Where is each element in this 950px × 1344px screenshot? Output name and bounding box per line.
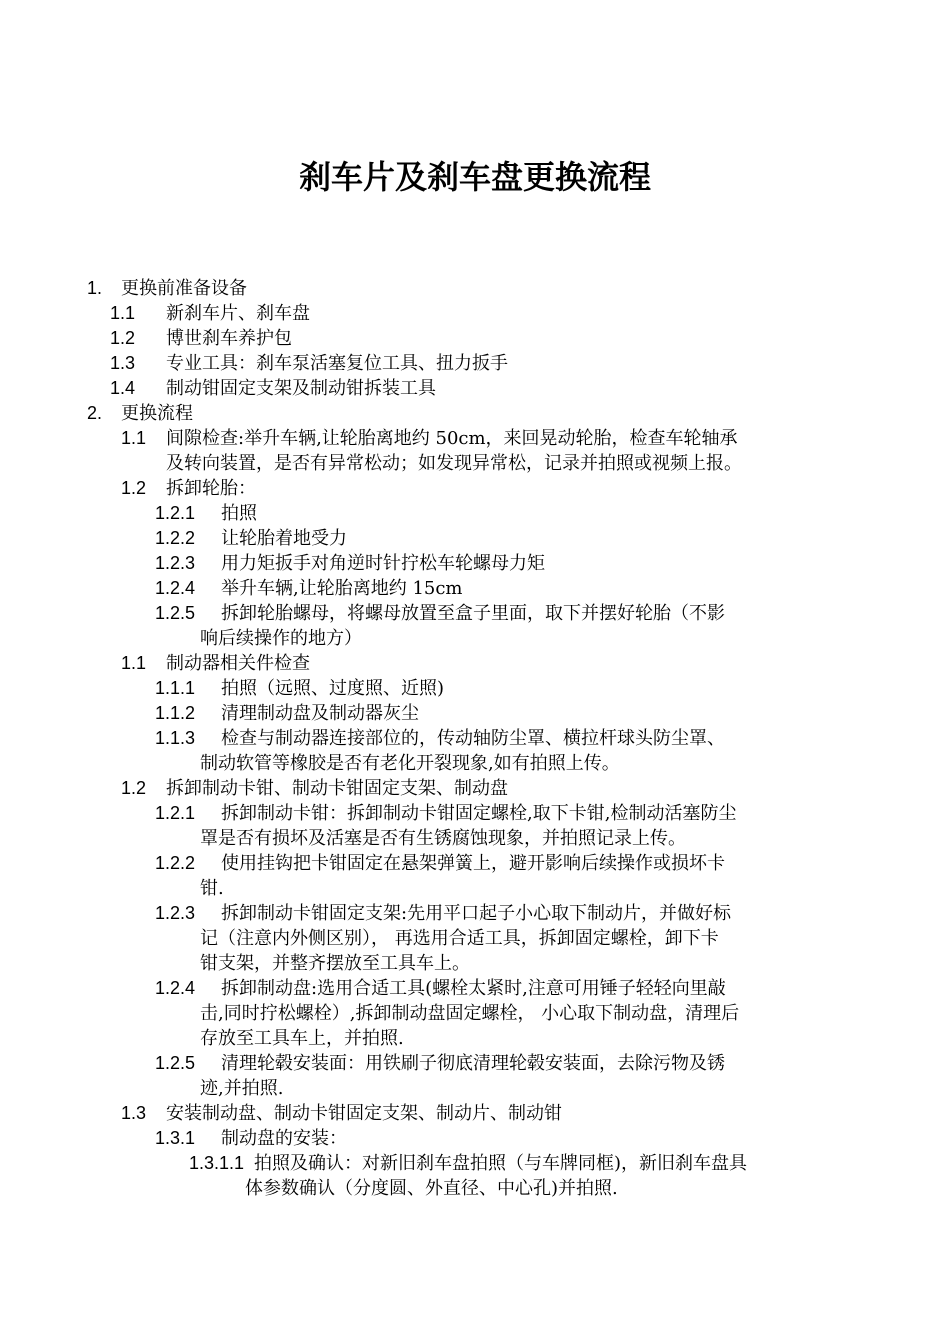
list-item [0,976,950,1051]
item-number: 1.2.1 [155,503,196,523]
list-item [0,301,950,326]
item-number: 1.1 [110,303,136,323]
item-text: 拍照（远照、过度照、近照) [221,678,445,699]
item-number: 1.2.2 [155,853,196,873]
item-number: 1.2.3 [155,553,196,573]
item-text: 拆卸轮胎螺母，将螺母放置至盒子里面，取下并摆好轮胎（不影 [221,603,725,624]
item-number: 1. [87,278,103,298]
list-item [0,651,950,676]
item-number: 1.2.2 [155,528,196,548]
list-item [0,1151,950,1201]
item-number: 2. [87,403,103,423]
list-item [0,551,950,576]
list-item [0,326,950,351]
item-text: 拍照及确认：对新旧刹车盘拍照（与车牌同框)，新旧刹车盘具 [254,1153,748,1174]
list-item [0,801,950,851]
item-text: 拆卸制动盘:选用合适工具(螺栓太紧时,注意可用锤子轻轻向里敲 [221,978,726,999]
item-text: 间隙检查:举升车辆,让轮胎离地约 50cm，来回晃动轮胎，检查车轮轴承 [166,428,738,449]
list-item [0,601,950,651]
list-item [0,476,950,501]
item-number: 1.2 [110,328,136,348]
item-text: 拆卸轮胎： [166,478,256,499]
item-text-continued: 响后续操作的地方） [200,628,362,649]
list-item [0,676,950,701]
list-item [0,1051,950,1101]
item-text-continued: 及转向装置，是否有异常松动；如发现异常松，记录并拍照或视频上报。 [166,453,742,474]
list-item [0,276,950,301]
item-number: 1.2.4 [155,978,196,998]
item-text: 制动盘的安装： [221,1128,347,1149]
item-text-continued: 迹,并拍照. [200,1078,284,1099]
item-number: 1.1.2 [155,703,196,723]
list-item [0,576,950,601]
list-item [0,351,950,376]
item-number: 1.2.4 [155,578,196,598]
list-item [0,701,950,726]
item-text: 拆卸制动卡钳：拆卸制动卡钳固定螺栓,取下卡钳,检制动活塞防尘 [221,803,737,824]
item-number: 1.3.1.1 [189,1153,245,1173]
list-item [0,1126,950,1151]
item-number: 1.1 [121,428,147,448]
item-number: 1.3 [110,353,136,373]
item-number: 1.2 [121,478,147,498]
item-text: 清理制动盘及制动器灰尘 [221,703,419,724]
item-text: 拍照 [221,503,257,524]
list-item [0,776,950,801]
item-text: 博世刹车养护包 [166,328,292,349]
item-number: 1.2.5 [155,1053,196,1073]
item-text: 制动钳固定支架及制动钳拆装工具 [166,378,436,399]
item-text-continued: 制动软管等橡胶是否有老化开裂现象,如有拍照上传。 [200,753,620,774]
item-text: 举升车辆,让轮胎离地约 15cm [221,578,463,599]
item-text-continued: 记（注意内外侧区别）， 再选用合适工具，拆卸固定螺栓，卸下卡 [200,928,719,949]
item-text: 拆卸制动卡钳、制动卡钳固定支架、制动盘 [166,778,508,799]
item-text: 检查与制动器连接部位的，传动轴防尘罩、横拉杆球头防尘罩、 [221,728,725,749]
item-number: 1.2.5 [155,603,196,623]
item-text-continued: 钳支架，并整齐摆放至工具车上。 [200,953,470,974]
item-number: 1.3 [121,1103,147,1123]
item-number: 1.2.3 [155,903,196,923]
list-item [0,401,950,426]
item-text-continued: 体参数确认（分度圆、外直径、中心孔)并拍照. [245,1178,618,1199]
item-number: 1.2.1 [155,803,196,823]
procedure-list [0,276,950,1201]
item-text: 清理轮毂安装面：用铁刷子彻底清理轮毂安装面，去除污物及锈 [221,1053,725,1074]
list-item [0,501,950,526]
list-item [0,1101,950,1126]
item-text: 让轮胎着地受力 [221,528,347,549]
item-number: 1.2 [121,778,147,798]
item-text-continued: 存放至工具车上，并拍照. [200,1028,404,1049]
item-text: 更换流程 [121,403,193,424]
item-text: 拆卸制动卡钳固定支架:先用平口起子小心取下制动片，并做好标 [221,903,732,924]
item-text: 用力矩扳手对角逆时针拧松车轮螺母力矩 [221,553,545,574]
item-text-continued: 罩是否有损坏及活塞是否有生锈腐蚀现象，并拍照记录上传。 [200,828,686,849]
item-number: 1.3.1 [155,1128,196,1148]
page-title: 刹车片及刹车盘更换流程 [298,158,651,196]
item-number: 1.4 [110,378,136,398]
item-text: 专业工具：刹车泵活塞复位工具、扭力扳手 [166,353,508,374]
item-text-continued: 击,同时拧松螺栓）,拆卸制动盘固定螺栓， 小心取下制动盘，清理后 [200,1003,740,1024]
item-text-continued: 钳. [200,878,224,899]
item-text: 新刹车片、刹车盘 [166,303,310,324]
item-text: 使用挂钩把卡钳固定在悬架弹簧上，避开影响后续操作或损坏卡 [221,853,725,874]
list-item [0,726,950,776]
list-item [0,376,950,401]
list-item [0,526,950,551]
item-text: 更换前准备设备 [121,278,247,299]
list-item [0,901,950,976]
list-item [0,426,950,476]
item-text: 制动器相关件检查 [166,653,310,674]
item-number: 1.1 [121,653,147,673]
list-item [0,851,950,901]
item-text: 安装制动盘、制动卡钳固定支架、制动片、制动钳 [166,1103,562,1124]
item-number: 1.1.3 [155,728,196,748]
item-number: 1.1.1 [155,678,196,698]
